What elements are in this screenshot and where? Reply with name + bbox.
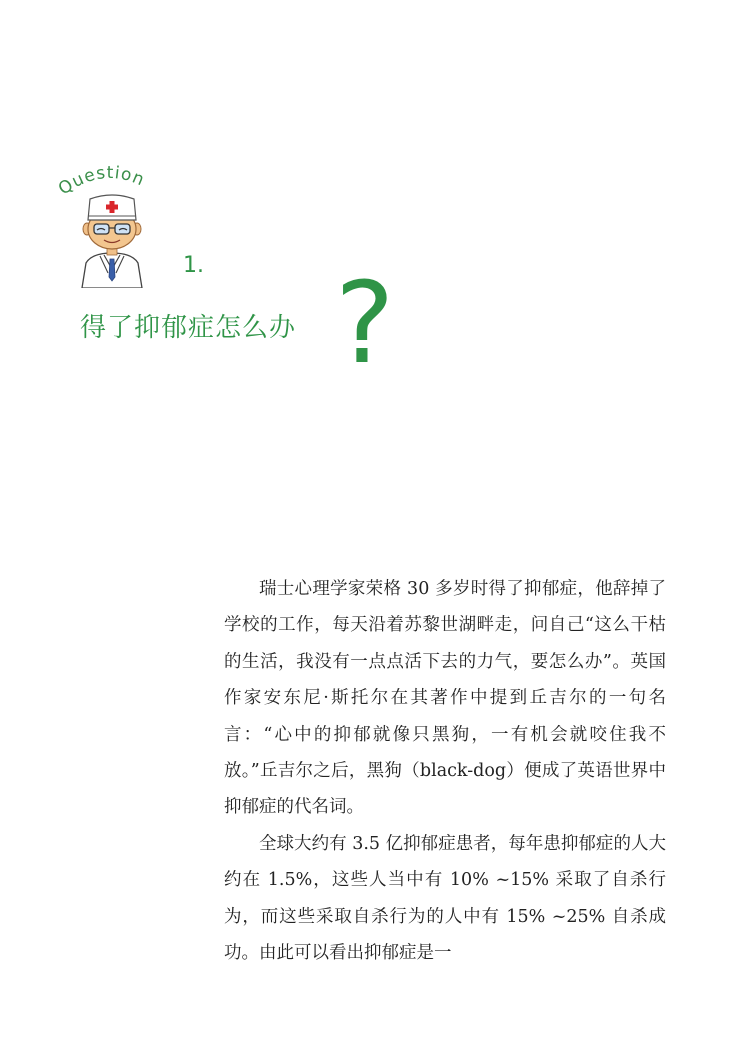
question-number: 1.	[183, 253, 204, 278]
body-text	[224, 571, 666, 971]
page-title: 得了抑郁症怎么办	[80, 313, 297, 343]
doctor-cartoon-icon	[76, 193, 148, 288]
paragraph: 瑞士心理学家荣格 30 多岁时得了抑郁症，他辞掉了学校的工作，每天沿着苏黎世湖畔走，问自己“这么干枯的生活，我没有一点点活下去的力气，要怎么办”。英国作家安东尼·斯托尔在其著作中提到丘吉尔的一句名言：“心中的抑郁就像只黑狗，一有机会就咬住我不放。”丘吉尔之后，黑狗（black-dog）便成了英语世界中抑郁症的代名词。	[224, 579, 666, 818]
question-mark-glyph: ?	[335, 259, 395, 389]
svg-text:Question: Question	[54, 162, 148, 200]
paragraph: 全球大约有 3.5 亿抑郁症患者，每年患抑郁症的人大约在 1.5%，这些人当中有 10% ~15% 采取了自杀行为，而这些采取自杀行为的人中有 15% ~25% 自杀成功。由此可以看出抑郁症是一	[224, 833, 666, 964]
question-badge	[52, 160, 168, 290]
